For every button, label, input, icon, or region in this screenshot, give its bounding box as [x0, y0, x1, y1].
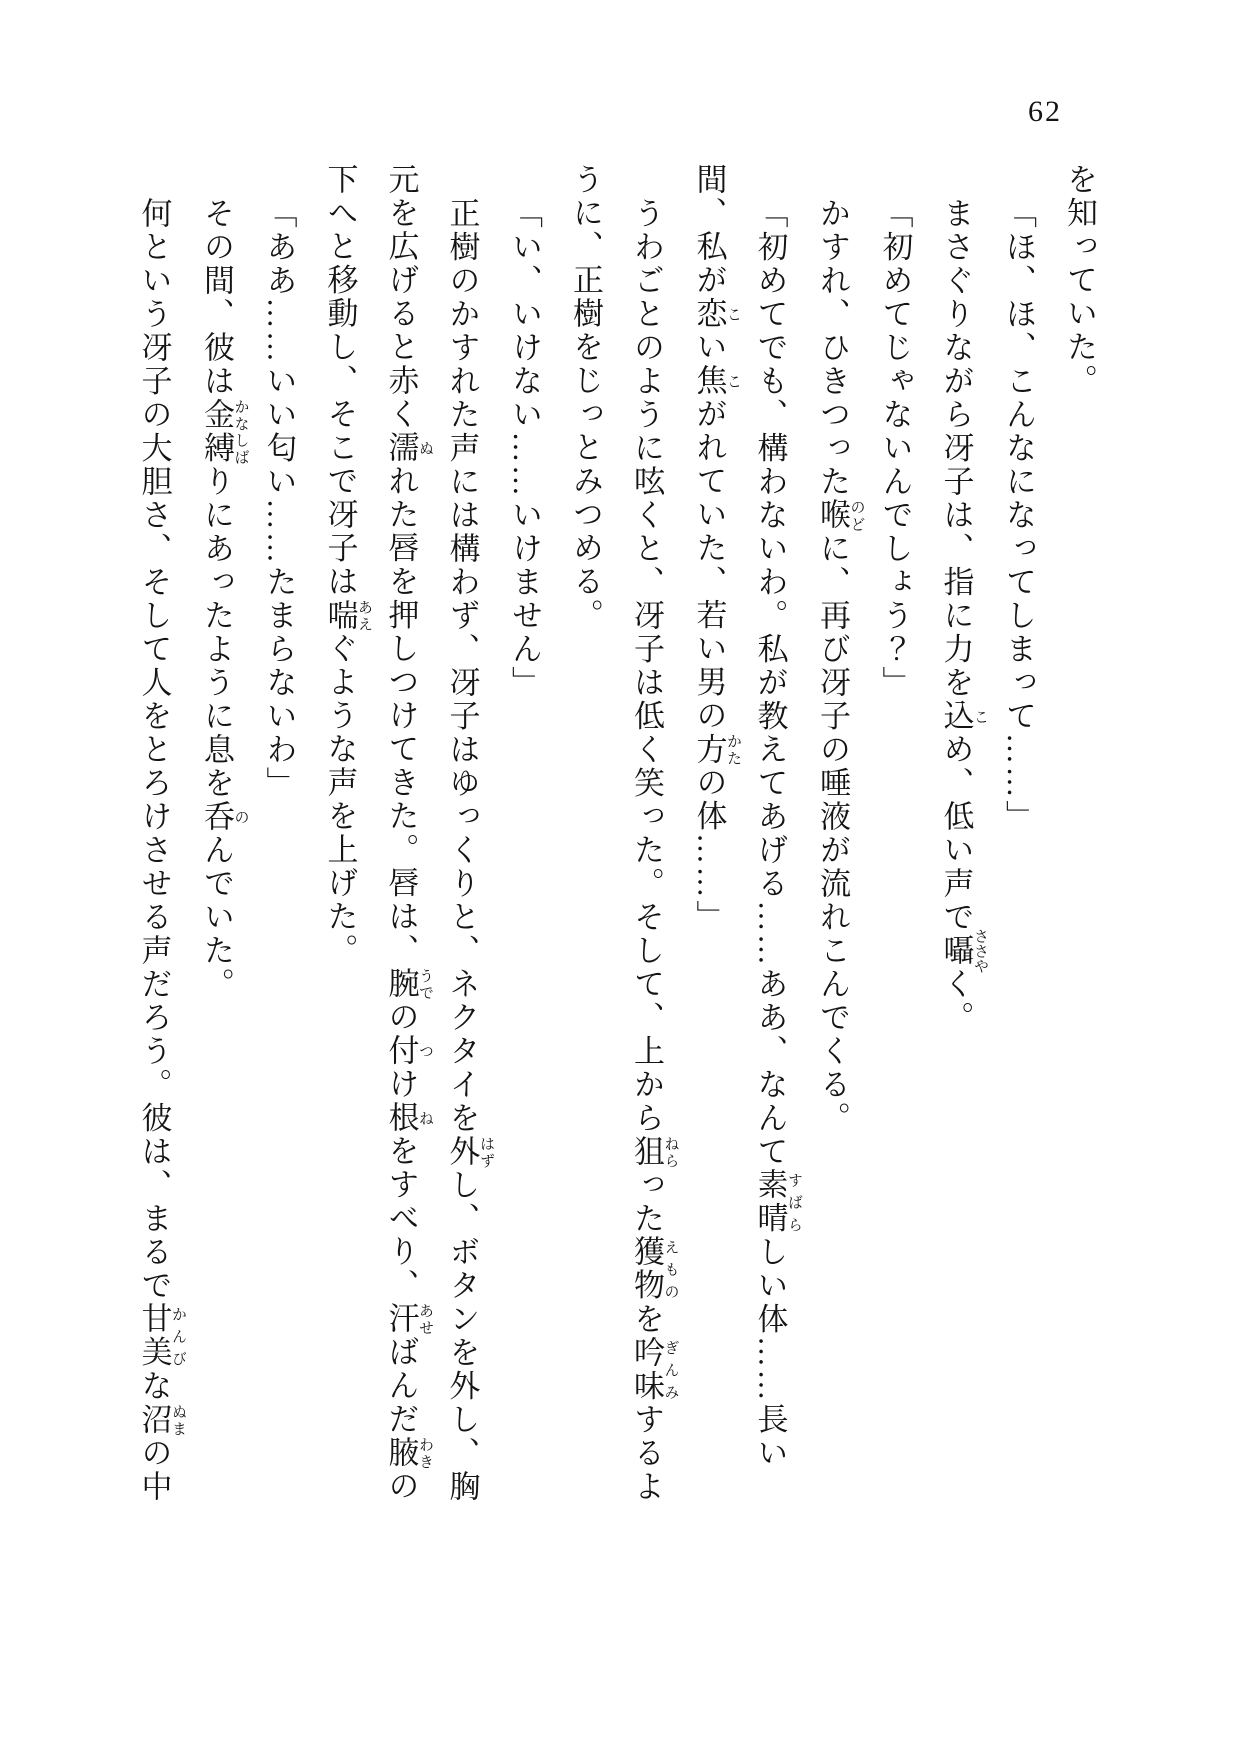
furigana: うで — [417, 967, 433, 1001]
page-text — [118, 163, 1110, 1508]
furigana: あえ — [356, 598, 372, 632]
paragraph: 「初めてじゃないんでしょう？」 — [877, 196, 913, 699]
furigana: こ — [972, 699, 988, 733]
furigana: あせ — [417, 1302, 433, 1336]
ruby-base: 狙ねら — [629, 1134, 679, 1168]
furigana: ぬま — [170, 1402, 186, 1436]
ruby-base: 焦こ — [691, 364, 741, 398]
ruby-base: 呑の — [199, 799, 249, 833]
paragraph: かすれ、ひきつった喉のどに、再び冴子の唾液が流れこんでくる。 — [815, 196, 865, 1135]
ruby-base: 根ね — [383, 1101, 433, 1135]
furigana: ぎんみ — [662, 1335, 679, 1403]
ruby-base: 獲物えもの — [629, 1235, 679, 1302]
paragraph: 「初めてでも、構わないわ。私が教えてあげる……ああ、なんて素晴すばらしい体……長い間、私が恋こい焦こがれていた、若い男の方かたの体……」 — [691, 163, 802, 1470]
furigana: かなしば — [232, 397, 249, 465]
furigana: のど — [848, 498, 865, 532]
furigana: ねら — [662, 1134, 679, 1168]
paragraph: 「い、いけない……いけません」 — [507, 196, 542, 699]
ruby-base: 込こ — [938, 699, 988, 733]
ruby-base: 沼ぬま — [136, 1402, 186, 1436]
furigana: つ — [417, 1034, 433, 1068]
paragraph: まさぐりながら冴子は、指に力を込こめ、低い声で囁ささやく。 — [938, 196, 988, 1034]
ruby-base: 喘あえ — [322, 598, 372, 632]
ruby-base: 腋わき — [383, 1436, 433, 1470]
furigana: こ — [725, 297, 741, 331]
paragraph: 正樹のかすれた声には構わず、冴子はゆっくりと、ネクタイを外はずし、ボタンを外し、胸元を広げると赤く濡ぬれた唇を押しつけてきた。唇は、腕うでの付つけ根ねをすべり、汗あせばんだ腋わきの下へと移動し、そこで冴子は喘あえぐような声を上げた。 — [322, 163, 494, 1503]
furigana: かんび — [170, 1302, 186, 1369]
paragraph: 何という冴子の大胆さ、そして人をとろけさせる声だろう。彼は、まるで甘美かんびな沼ぬまの中 — [136, 196, 186, 1503]
furigana: はず — [478, 1134, 494, 1168]
paragraph: 「ほ、ほ、こんなになってしまって……」 — [1001, 196, 1036, 833]
ruby-base: 外はず — [444, 1134, 494, 1168]
paragraph: を知っていた。 — [1062, 163, 1097, 398]
furigana: ささや — [972, 927, 988, 973]
ruby-base: 汗あせ — [383, 1302, 433, 1336]
page-number: 62 — [1028, 95, 1062, 128]
ruby-base: 囁ささや — [938, 927, 988, 973]
ruby-base: 付つ — [383, 1034, 433, 1068]
ruby-base: 吟味ぎんみ — [629, 1335, 679, 1403]
ruby-base: 恋こ — [691, 297, 741, 331]
furigana: すばら — [786, 1168, 802, 1235]
ruby-base: 濡ぬ — [383, 431, 433, 465]
ruby-base: 腕うで — [383, 967, 433, 1001]
ruby-base: 甘美かんび — [136, 1302, 186, 1369]
furigana: ね — [417, 1101, 433, 1135]
furigana: かた — [725, 732, 741, 766]
paragraph: 「ああ……いい匂い……たまらないわ」 — [261, 196, 297, 800]
furigana: こ — [725, 364, 741, 398]
ruby-base: 方かた — [691, 732, 741, 766]
furigana: の — [232, 799, 249, 833]
ruby-base: 喉のど — [815, 498, 865, 532]
paragraph: うわごとのように呟くと、冴子は低く笑った。そして、上から狙ねらった獲物えものを吟味ぎんみするように、正樹をじっとみつめる。 — [568, 163, 679, 1503]
ruby-base: 金縛かなしば — [199, 397, 249, 465]
furigana: えもの — [662, 1235, 679, 1302]
ruby-base: 素晴すばら — [752, 1168, 802, 1235]
furigana: ぬ — [417, 431, 433, 465]
furigana: わき — [417, 1436, 433, 1470]
paragraph: その間、彼は金縛かなしばりにあったように息を呑のんでいた。 — [199, 196, 249, 1001]
